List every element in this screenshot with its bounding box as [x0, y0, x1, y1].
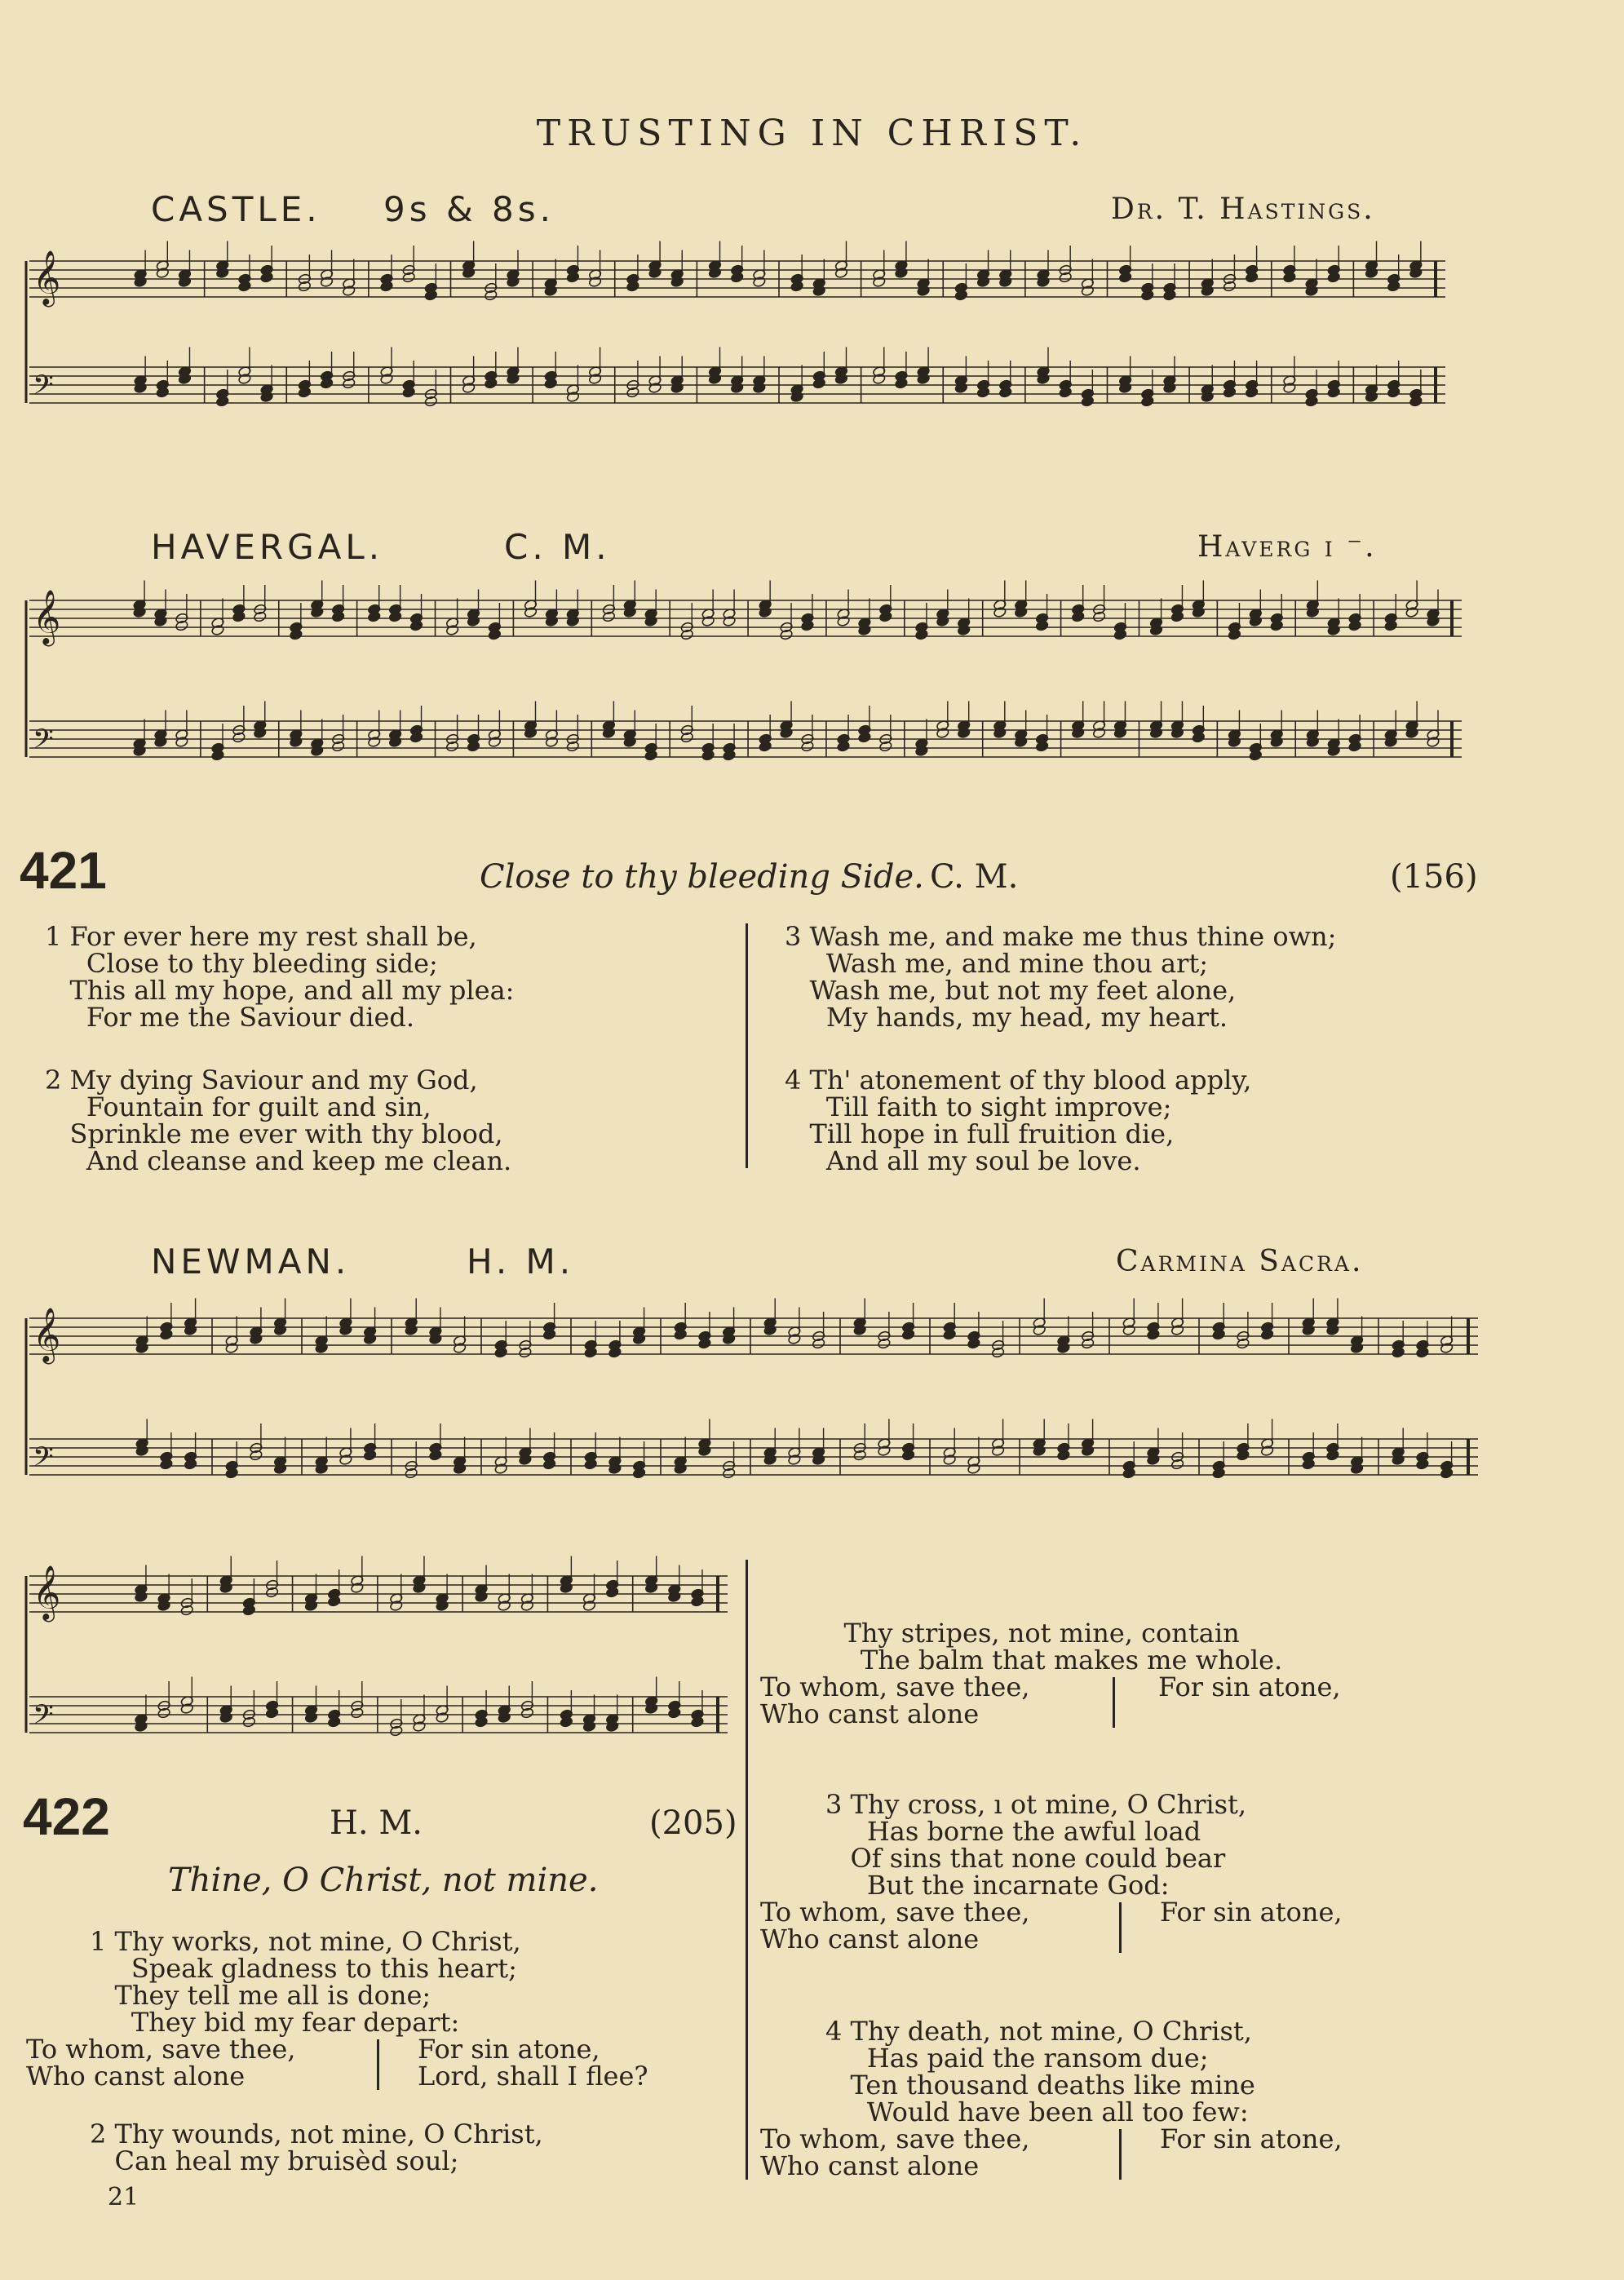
- refrain-right-1: For sin atone,: [1160, 2123, 1343, 2154]
- stanza-422-3: 3 Thy cross, ı ot mine, O Christ, Has borne the awful load Of sins that none could bear But the incarnate God:: [825, 1789, 1247, 1901]
- treble-staff: [29, 581, 1462, 647]
- refrain-left-1: To whom, save thee,: [760, 2123, 1030, 2154]
- svg-text:𝄢: 𝄢: [33, 1699, 54, 1738]
- refrain-422-4: [760, 2123, 1462, 2183]
- refrain-left-2: Who canst alone: [760, 1698, 980, 1729]
- music-system-havergal: [24, 581, 1468, 817]
- music-system-castle: [24, 245, 1452, 465]
- svg-text:𝄢: 𝄢: [33, 1441, 54, 1480]
- refrain-divider: [1113, 1677, 1115, 1728]
- tune-meter-havergal: C. M.: [504, 527, 611, 567]
- svg-text:𝄞: 𝄞: [33, 1564, 61, 1620]
- tune-composer-castle: Dr. T. Hastings.: [1111, 193, 1375, 226]
- refrain-left-2: Who canst alone: [760, 1924, 980, 1955]
- stanza-422-4: 4 Thy death, not mine, O Christ, Has paid the ransom due; Ten thousand deaths like mine Would have been all too few:: [825, 2016, 1255, 2127]
- stanza-421-2: 2 My dying Saviour and my God, Fountain for guilt and sin, Sprinkle me ever with thy blood, And cleanse and keep me clean.: [45, 1065, 512, 1176]
- refrain-divider: [377, 2039, 379, 2090]
- tune-meter-castle: 9s & 8s.: [383, 189, 555, 229]
- music-system-newman-1: [24, 1295, 1485, 1540]
- stanza-422-1: 1 Thy works, not mine, O Christ, Speak gladness to this heart; They tell me all is done; They bid my fear depart:: [90, 1926, 521, 2038]
- refrain-right-2: Lord, shall I flee?: [418, 2061, 648, 2092]
- tune-name-newman: NEWMAN.: [151, 1242, 351, 1282]
- hymn-ref-421: (156): [1390, 858, 1478, 896]
- svg-text:𝄞: 𝄞: [33, 1306, 61, 1362]
- refrain-left-1: To whom, save thee,: [760, 1897, 1030, 1928]
- hymn-title-422: Thine, O Christ, not mine.: [168, 1862, 599, 1899]
- hymn-meter-422: H. M.: [330, 1804, 423, 1842]
- hymn-ref-422: (205): [649, 1804, 737, 1842]
- refrain-left-1: To whom, save thee,: [760, 1671, 1030, 1702]
- stanza-422-2: 2 Thy wounds, not mine, O Christ, Can heal my bruisèd soul;: [90, 2118, 543, 2176]
- bass-staff: [29, 348, 1445, 408]
- hymn-meter-421: C. M.: [930, 858, 1019, 896]
- tune-meter-newman: H. M.: [467, 1242, 575, 1282]
- refrain-422-1: [26, 2036, 728, 2093]
- refrain-422-3: [760, 1899, 1462, 1956]
- refrain-left-1: To whom, save thee,: [26, 2034, 296, 2065]
- tune-composer-newman: Carmina Sacra.: [1116, 1245, 1364, 1278]
- refrain-right-1: For sin atone,: [418, 2034, 600, 2065]
- column-rule-422: [746, 1560, 748, 2180]
- tune-composer-havergal: Haverg ı ⁻.: [1197, 530, 1377, 564]
- treble-staff: [29, 1299, 1478, 1365]
- hymn-title-421: Close to thy bleeding Side.: [480, 858, 924, 896]
- column-rule-421: [746, 923, 748, 1168]
- tune-name-castle: CASTLE.: [151, 189, 321, 229]
- svg-text:𝄞: 𝄞: [33, 588, 61, 644]
- music-system-newman-2: [24, 1553, 734, 1798]
- refrain-right-1: For sin atone,: [1160, 1897, 1343, 1928]
- stanza-421-4: 4 Th' atonement of thy blood apply, Till faith to sight improve; Till hope in full fruition die, And all my soul be love.: [785, 1065, 1252, 1176]
- refrain-divider: [1119, 2129, 1122, 2180]
- bass-staff: [29, 702, 1462, 762]
- refrain-right-1: For sin atone,: [1158, 1671, 1341, 1702]
- treble-staff: [29, 1556, 728, 1623]
- treble-staff: [29, 241, 1445, 308]
- tune-name-havergal: HAVERGAL.: [151, 527, 384, 567]
- stanza-422-2-cont: Thy stripes, not mine, contain The balm that makes me whole.: [843, 1618, 1283, 1676]
- hymn-number-421: 421: [20, 841, 107, 900]
- bass-staff: [29, 1677, 728, 1738]
- running-title: TRUSTING IN CHRIST.: [536, 113, 1088, 154]
- svg-text:𝄢: 𝄢: [33, 370, 54, 408]
- refrain-422-2: [760, 1671, 1462, 1731]
- svg-text:𝄞: 𝄞: [33, 249, 61, 305]
- stanza-421-3: 3 Wash me, and make me thus thine own; Wash me, and mine thou art; Wash me, but not my feet alone, My hands, my head, my heart.: [785, 921, 1337, 1033]
- refrain-left-2: Who canst alone: [26, 2061, 246, 2092]
- bass-staff: [29, 1419, 1478, 1480]
- svg-text:𝄢: 𝄢: [33, 724, 54, 762]
- stanza-421-1: 1 For ever here my rest shall be, Close to thy bleeding side; This all my hope, and all my plea: For me the Saviour died.: [45, 921, 515, 1033]
- refrain-left-2: Who canst alone: [760, 2150, 980, 2181]
- page-number: 21: [108, 2183, 139, 2211]
- hymn-number-422: 422: [23, 1787, 110, 1846]
- refrain-divider: [1119, 1902, 1122, 1953]
